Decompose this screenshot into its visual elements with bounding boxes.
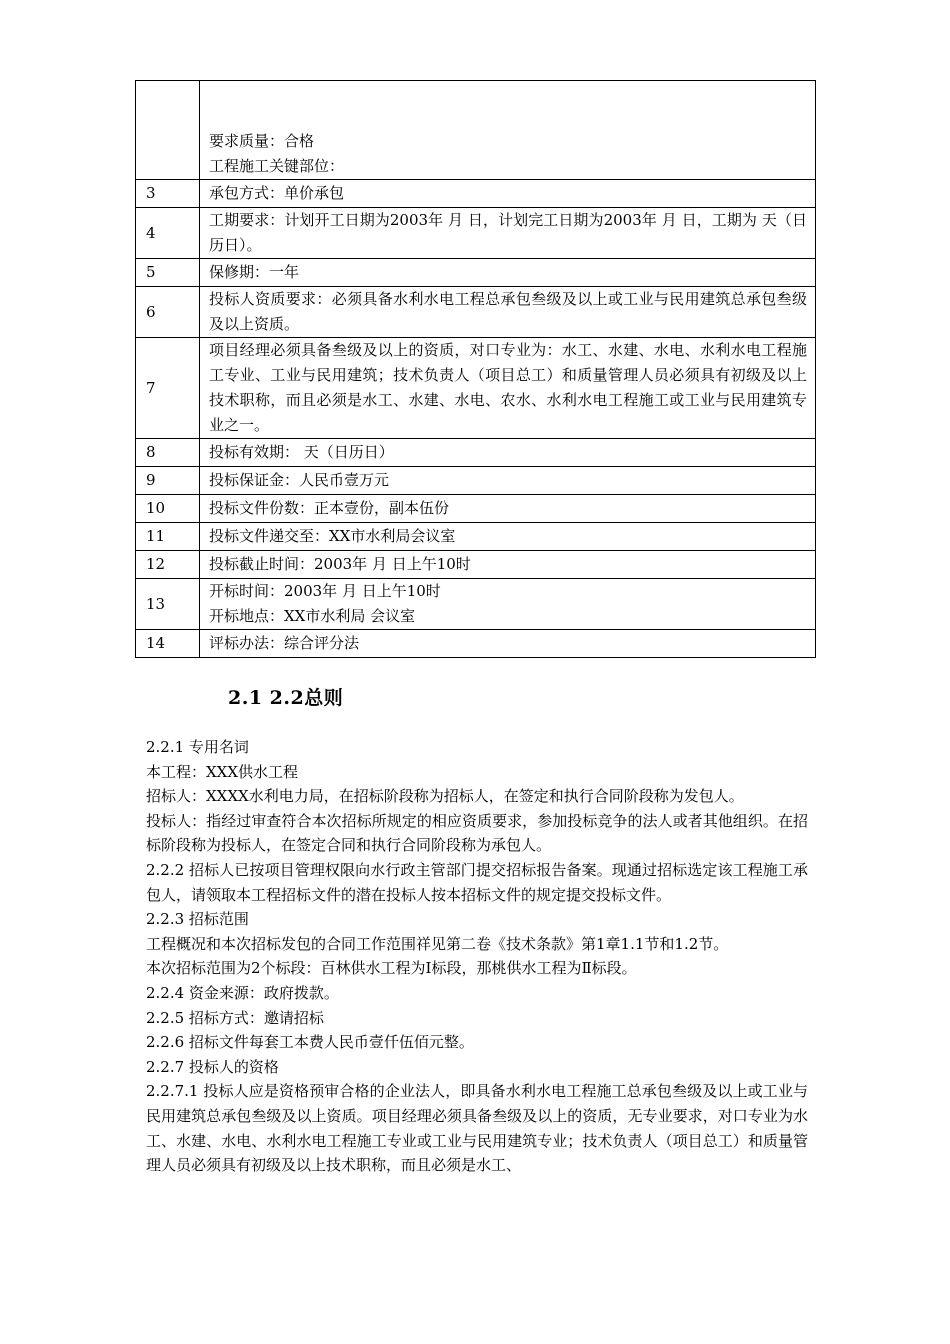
row-text: 投标截止时间：2003年 月 日上午10时	[200, 551, 816, 579]
row-number: 8	[136, 439, 200, 467]
row-number: 5	[136, 259, 200, 287]
row-number: 14	[136, 630, 200, 658]
paragraph: 2.2.4 资金来源：政府拨款。	[146, 983, 339, 1002]
paragraph: 投标人：指经过审查符合本次招标所规定的相应资质要求，参加投标竞争的法人或者其他组织。在招标阶段称为投标人，在签定合同和执行合同阶段称为承包人。	[146, 811, 808, 855]
paragraph: 工程概况和本次招标发包的合同工作范围祥见第二卷《技术条款》第1章1.1节和1.2节。	[146, 934, 729, 953]
paragraph: 2.2.3 招标范围	[146, 910, 249, 929]
row-number: 12	[136, 551, 200, 579]
section-body	[146, 735, 808, 1178]
row-number: 10	[136, 495, 200, 523]
row-number: 4	[136, 208, 200, 259]
table-row	[136, 259, 816, 287]
paragraph: 2.2.2 招标人已按项目管理权限向水行政主管部门提交招标报告备案。现通过招标选定该工程施工承包人，请领取本工程招标文件的潜在投标人按本招标文件的规定提交投标文件。	[146, 860, 808, 904]
bid-info-table	[135, 80, 816, 658]
table-row	[136, 338, 816, 439]
row-text: 投标人资质要求：必须具备水利水电工程总承包叁级及以上或工业与民用建筑总承包叁级及以上资质。	[200, 287, 816, 338]
row-text: 项目经理必须具备叁级及以上的资质，对口专业为：水工、水建、水电、水利水电工程施工专业、工业与民用建筑；技术负责人（项目总工）和质量管理人员必须具有初级及以上技术职称，而且必须是水工、水建、水电、农水、水利水电工程施工或工业与民用建筑专业之一。	[200, 338, 816, 439]
section-heading: 2.1 2.2总则	[228, 687, 344, 709]
row-text	[200, 81, 816, 180]
paragraph: 2.2.5 招标方式：邀请招标	[146, 1008, 324, 1027]
paragraph: 招标人：XXXX水利电力局，在招标阶段称为招标人，在签定和执行合同阶段称为发包人。	[146, 787, 744, 806]
row-number: 11	[136, 523, 200, 551]
key-construction-parts: 工程施工关键部位：	[209, 157, 345, 175]
table-row	[136, 579, 816, 630]
bid-opening-time: 开标时间：2003年 月 日上午10时	[209, 582, 441, 600]
row-text: 投标有效期： 天（日历日）	[200, 439, 816, 467]
row-text: 保修期：一年	[200, 259, 816, 287]
row-text: 投标文件递交至：XX市水利局会议室	[200, 523, 816, 551]
paragraph: 本工程：XXX供水工程	[146, 762, 299, 781]
table-row	[136, 208, 816, 259]
table-row	[136, 495, 816, 523]
bid-opening-place: 开标地点：XX市水利局 会议室	[209, 607, 416, 625]
table-row	[136, 467, 816, 495]
table-row	[136, 551, 816, 579]
row-text	[200, 579, 816, 630]
paragraph: 2.2.7.1 投标人应是资格预审合格的企业法人，即具备水利水电工程施工总承包叁级及以上或工业与民用建筑总承包叁级及以上资质。项目经理必须具备叁级及以上的资质，无专业要求，对口专业为水工、水建、水电、水利水电工程施工专业或工业与民用建筑专业；技术负责人（项目总工）和质量管理人员必须具有初级及以上技术职称，而且必须是水工、	[146, 1082, 808, 1175]
paragraph: 2.2.1 专用名词	[146, 738, 249, 756]
table-row	[136, 630, 816, 658]
paragraph: 本次招标范围为2个标段：百林供水工程为Ⅰ标段，那桃供水工程为Ⅱ标段。	[146, 959, 637, 978]
paragraph: 2.2.6 招标文件每套工本费人民币壹仟伍佰元整。	[146, 1033, 474, 1052]
table-row	[136, 439, 816, 467]
row-text: 评标办法：综合评分法	[200, 630, 816, 658]
table-row	[136, 180, 816, 208]
row-number: 9	[136, 467, 200, 495]
row-number: 13	[136, 579, 200, 630]
table-row	[136, 523, 816, 551]
row-text: 工期要求：计划开工日期为2003年 月 日，计划完工日期为2003年 月 日，工期为 天（日历日）。	[200, 208, 816, 259]
quality-requirement: 要求质量：合格	[209, 132, 315, 150]
row-number	[136, 81, 200, 180]
row-number: 3	[136, 180, 200, 208]
table-row	[136, 287, 816, 338]
table-row	[136, 81, 816, 180]
row-number: 7	[136, 338, 200, 439]
row-text: 承包方式：单价承包	[200, 180, 816, 208]
paragraph: 2.2.7 投标人的资格	[146, 1057, 279, 1076]
row-text: 投标保证金：人民币壹万元	[200, 467, 816, 495]
row-text: 投标文件份数：正本壹份，副本伍份	[200, 495, 816, 523]
row-number: 6	[136, 287, 200, 338]
